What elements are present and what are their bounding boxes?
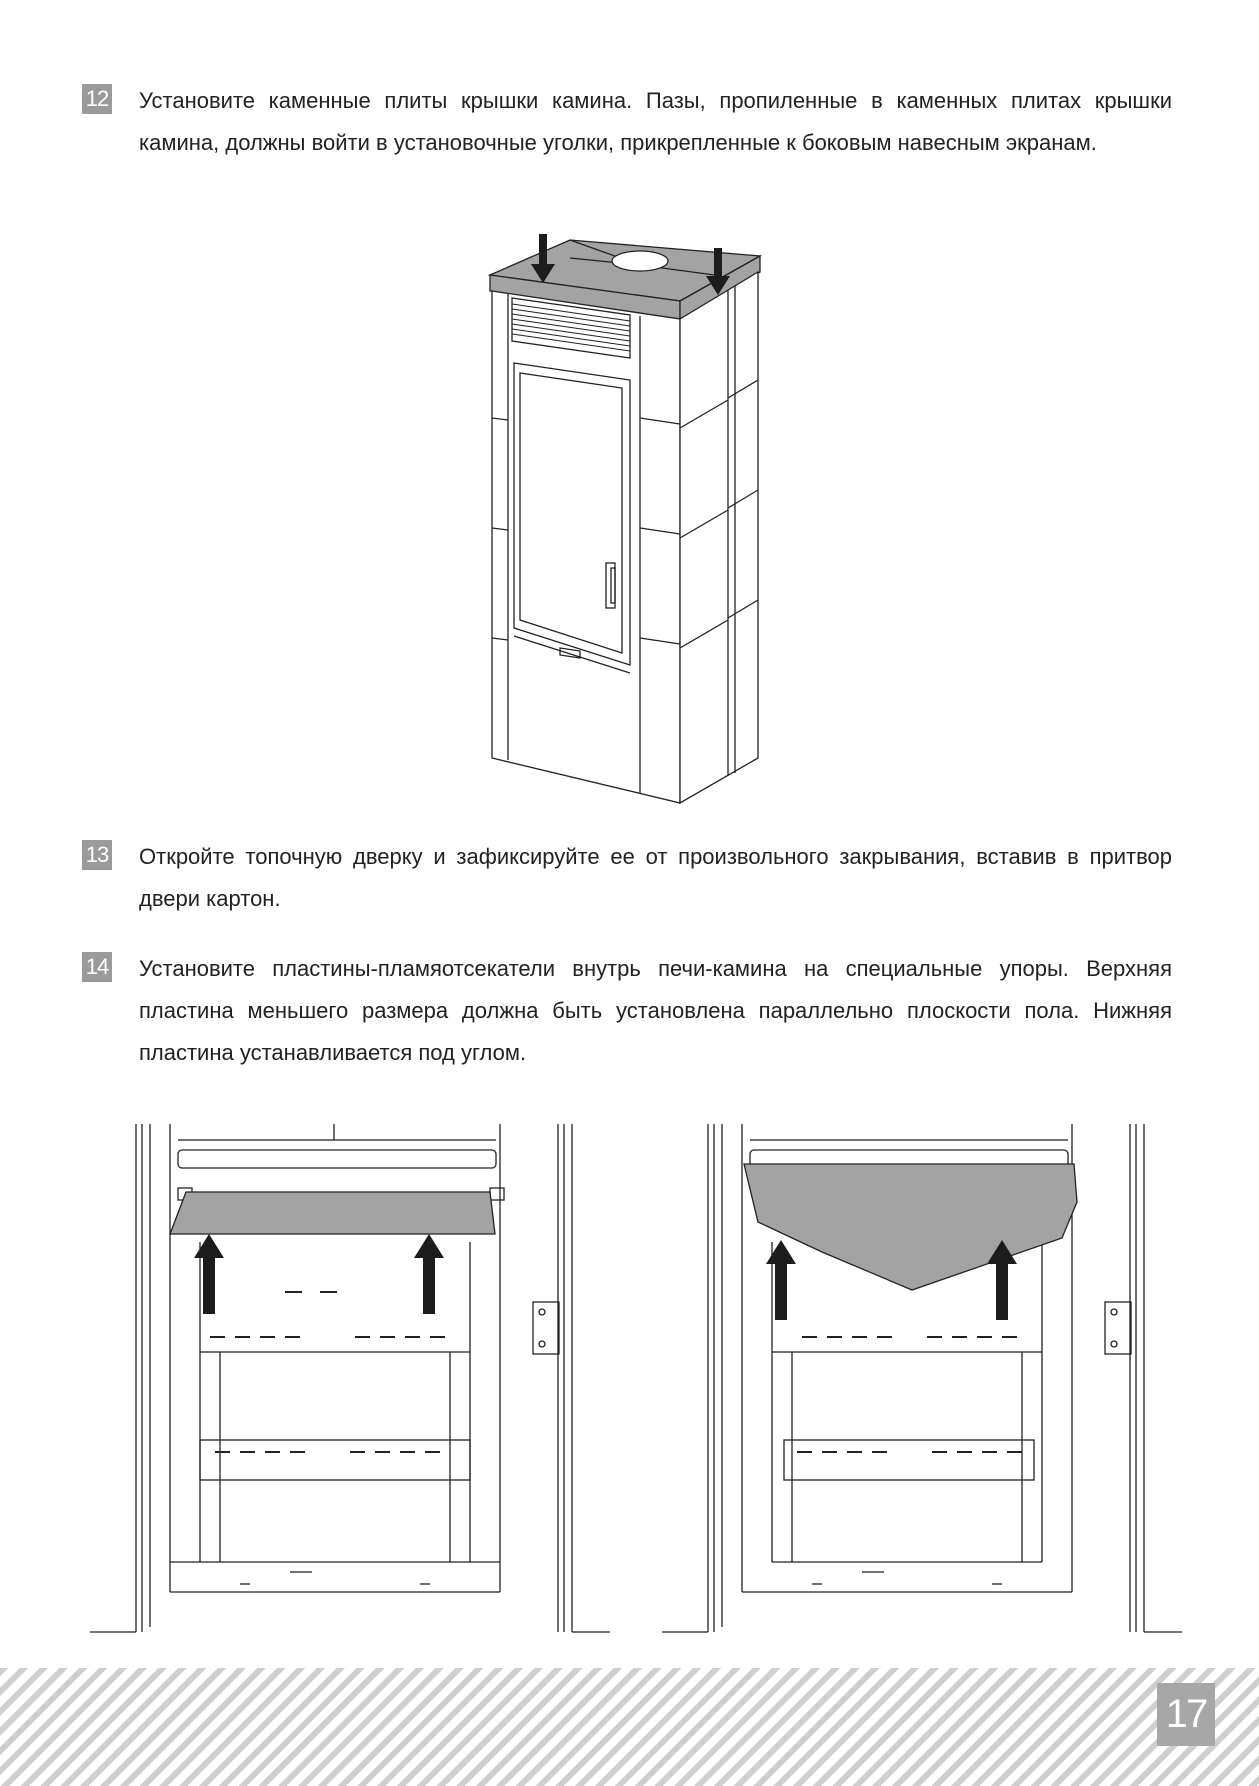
footer-stripes	[0, 1668, 1259, 1786]
angled-baffle-plate	[744, 1164, 1077, 1290]
flat-baffle-plate	[170, 1192, 495, 1234]
step-13	[82, 836, 1172, 920]
step-text: Откройте топочную дверку и зафиксируйте ее от произвольного закрывания, вставив в притвор двери картон.	[139, 844, 1172, 911]
step-number: 12	[82, 84, 112, 114]
page-number: 17	[1157, 1683, 1215, 1746]
step-text: Установите пластины-пламяотсекатели внутрь печи-камина на специальные упоры. Верхняя пластина меньшего размера должна быть установлена параллельно плоскости пола. Нижняя пластина устанавливается под углом.	[139, 956, 1172, 1065]
flat-baffle-figure	[90, 1122, 610, 1642]
step-number: 14	[82, 952, 112, 982]
stove-top-plates-figure	[480, 228, 780, 808]
step-text: Установите каменные плиты крышки камина. Пазы, пропиленные в каменных плитах крышки камина, должны войти в установочные уголки, прикрепленные к боковым навесным экранам.	[139, 88, 1172, 155]
step-14	[82, 948, 1172, 1074]
step-12	[82, 80, 1172, 164]
step-number: 13	[82, 840, 112, 870]
angled-baffle-figure	[662, 1122, 1182, 1642]
